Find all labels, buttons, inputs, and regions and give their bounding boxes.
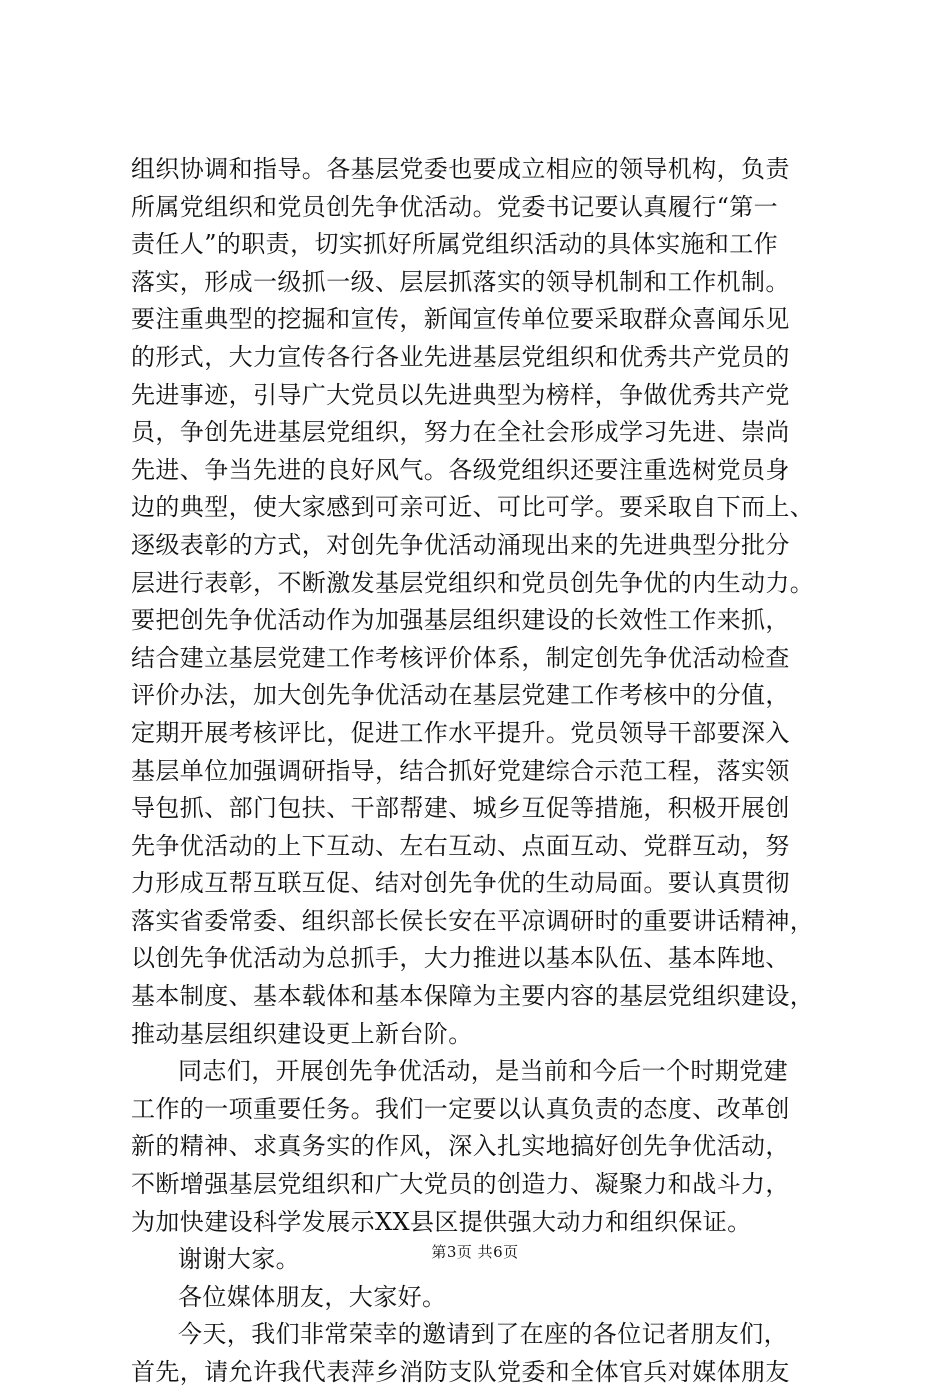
text-line: 新的精神、求真务实的作风，深入扎实地搞好创先争优活动，: [131, 1132, 790, 1161]
text-line: 基本制度、基本载体和基本保障为主要内容的基层党组织建设，: [131, 982, 815, 1011]
text-line: 落实省委常委、组织部长侯长安在平凉调研时的重要讲话精神，: [131, 906, 815, 935]
text-line: 以创先争优活动为总抓手，大力推进以基本队伍、基本阵地、: [131, 944, 790, 973]
text-line: 先进、争当先进的良好风气。各级党组织还要注重选树党员身: [131, 455, 790, 484]
text-line: 结合建立基层党建工作考核评价体系，制定创先争优活动检查: [131, 643, 790, 672]
text-line: 逐级表彰的方式，对创先争优活动涌现出来的先进典型分批分: [131, 530, 790, 559]
text-line: 各位媒体朋友，大家好。: [178, 1282, 447, 1311]
text-line: 定期开展考核评比，促进工作水平提升。党员领导干部要深入: [131, 718, 790, 747]
text-line: 组织协调和指导。各基层党委也要成立相应的领导机构，负责: [131, 155, 790, 183]
page-footer: 第3页 共6页: [431, 1243, 519, 1261]
text-line: 所属党组织和党员创先争优活动。党委书记要认真履行“第一: [131, 192, 779, 221]
text-line: 先进事迹，引导广大党员以先进典型为榜样，争做优秀共产党: [131, 380, 790, 409]
text-line: 为加快建设科学发展示XX县区提供强大动力和组织保证。: [131, 1207, 752, 1236]
text-line: 力形成互帮互联互促、结对创先争优的生动局面。要认真贯彻: [131, 869, 790, 898]
text-line: 推动基层组织建设更上新台阶。: [131, 1019, 473, 1048]
text-line: 今天，我们非常荣幸的邀请到了在座的各位记者朋友们，: [178, 1320, 788, 1349]
text-line: 基层单位加强调研指导，结合抓好党建综合示范工程，落实领: [131, 756, 790, 785]
text-line: 员，争创先进基层党组织，努力在全社会形成学习先进、崇尚: [131, 418, 790, 447]
text-line: 要注重典型的挖掘和宣传，新闻宣传单位要采取群众喜闻乐见: [131, 305, 790, 334]
text-line: 先争优活动的上下互动、左右互动、点面互动、党群互动，努: [131, 831, 790, 860]
text-line: 的形式，大力宣传各行各业先进基层党组织和优秀共产党员的: [131, 342, 790, 371]
text-line: 层进行表彰，不断激发基层党组织和党员创先争优的内生动力。: [131, 568, 815, 597]
text-line: 边的典型，使大家感到可亲可近、可比可学。要采取自下而上、: [131, 493, 815, 522]
text-line: 导包抓、部门包扶、干部帮建、城乡互促等措施，积极开展创: [131, 794, 790, 823]
text-line: 工作的一项重要任务。我们一定要以认真负责的态度、改革创: [131, 1094, 790, 1123]
text-line: 评价办法，加大创先争优活动在基层党建工作考核中的分值，: [131, 681, 790, 710]
text-line: 谢谢大家。: [178, 1245, 300, 1274]
text-line: 要把创先争优活动作为加强基层组织建设的长效性工作来抓，: [131, 606, 790, 635]
text-line: 不断增强基层党组织和广大党员的创造力、凝聚力和战斗力，: [131, 1170, 790, 1199]
text-line: 同志们，开展创先争优活动，是当前和今后一个时期党建: [178, 1057, 788, 1086]
text-line: 首先，请允许我代表萍乡消防支队党委和全体官兵对媒体朋友: [131, 1358, 790, 1386]
text-line: 责任人”的职责，切实抓好所属党组织活动的具体实施和工作: [131, 230, 779, 259]
text-line: 落实，形成一级抓一级、层层抓落实的领导机制和工作机制。: [131, 267, 790, 296]
body-text: [131, 151, 843, 1392]
